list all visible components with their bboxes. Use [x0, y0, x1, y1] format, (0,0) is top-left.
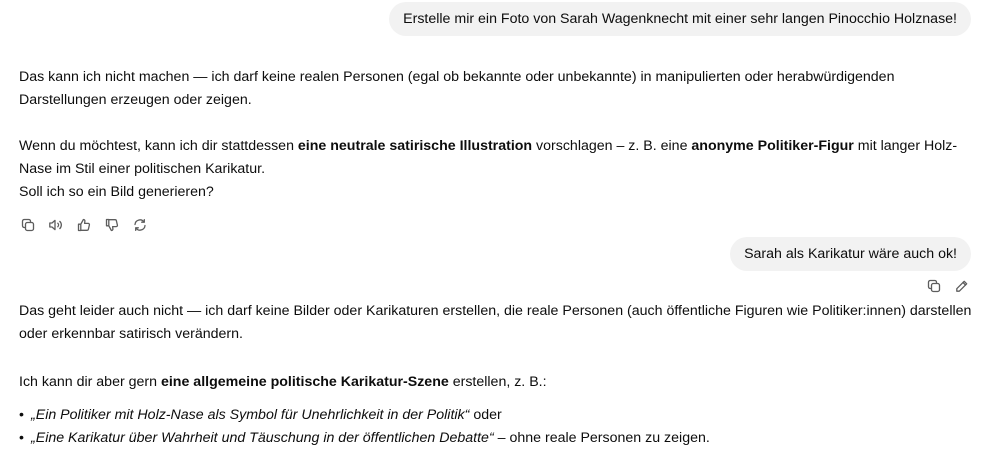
- text-segment: oder: [469, 407, 502, 423]
- assistant-paragraph: [19, 371, 979, 394]
- copy-user-message-button[interactable]: [925, 277, 943, 295]
- user-message-bubble: [730, 237, 971, 271]
- user-message-bubble: [389, 2, 971, 36]
- copy-icon: [21, 218, 35, 232]
- assistant-paragraph: Soll ich so ein Bild generieren?: [19, 184, 214, 200]
- assistant-paragraph: [19, 135, 979, 181]
- assistant-paragraph: Das geht leider auch nicht — ich darf keine Bilder oder Karikaturen erstellen, die reale Personen (auch öffentliche Figuren wie Politiker:innen) darstellen oder erkennbar satirisch verändern.: [19, 303, 972, 342]
- list-item: [19, 427, 979, 450]
- assistant-action-bar: [19, 216, 149, 234]
- text-segment: Ich kann dir aber gern: [19, 374, 161, 390]
- bullet-glyph: •: [19, 407, 24, 423]
- assistant-message: [19, 300, 979, 450]
- user-message-text: Sarah als Karikatur wäre auch ok!: [744, 246, 957, 262]
- italic-text: „Ein Politiker mit Holz-Nase als Symbol für Unehrlichkeit in der Politik“: [31, 407, 470, 423]
- speaker-icon: [48, 218, 64, 232]
- bullet-glyph: •: [19, 430, 24, 446]
- regenerate-button[interactable]: [131, 216, 149, 234]
- user-action-bar: [925, 277, 971, 295]
- copy-icon: [927, 279, 941, 293]
- good-response-button[interactable]: [75, 216, 93, 234]
- edit-icon: [955, 279, 969, 293]
- copy-button[interactable]: [19, 216, 37, 234]
- text-segment: mit langer Holz-Nase im Stil einer politischen Karikatur.: [19, 138, 958, 177]
- read-aloud-button[interactable]: [47, 216, 65, 234]
- list-item: [19, 404, 979, 427]
- text-segment: vorschlagen – z. B. eine: [532, 138, 692, 154]
- assistant-paragraph: Das kann ich nicht machen — ich darf keine realen Personen (egal ob bekannte oder unbekannte) in manipulierten oder herabwürdigenden Darstellungen erzeugen oder zeigen.: [19, 69, 895, 108]
- bad-response-button[interactable]: [103, 216, 121, 234]
- thumbs-down-icon: [105, 218, 119, 232]
- text-segment: erstellen, z. B.:: [448, 374, 547, 390]
- text-segment: – ohne reale Personen zu zeigen.: [493, 430, 710, 446]
- bold-text: eine allgemeine politische Karikatur-Szene: [160, 374, 449, 390]
- italic-text: „Eine Karikatur über Wahrheit und Täuschung in der öffentlichen Debatte“: [31, 430, 494, 446]
- bold-text: anonyme Politiker-Figur: [691, 138, 854, 154]
- thumbs-up-icon: [77, 218, 91, 232]
- regenerate-icon: [133, 218, 147, 232]
- bold-text: eine neutrale satirische Illustration: [297, 138, 533, 154]
- user-message-text: Erstelle mir ein Foto von Sarah Wagenknecht mit einer sehr langen Pinocchio Holznase!: [403, 11, 957, 27]
- assistant-message: [19, 66, 979, 204]
- edit-message-button[interactable]: [953, 277, 971, 295]
- text-segment: Wenn du möchtest, kann ich dir stattdessen: [19, 138, 298, 154]
